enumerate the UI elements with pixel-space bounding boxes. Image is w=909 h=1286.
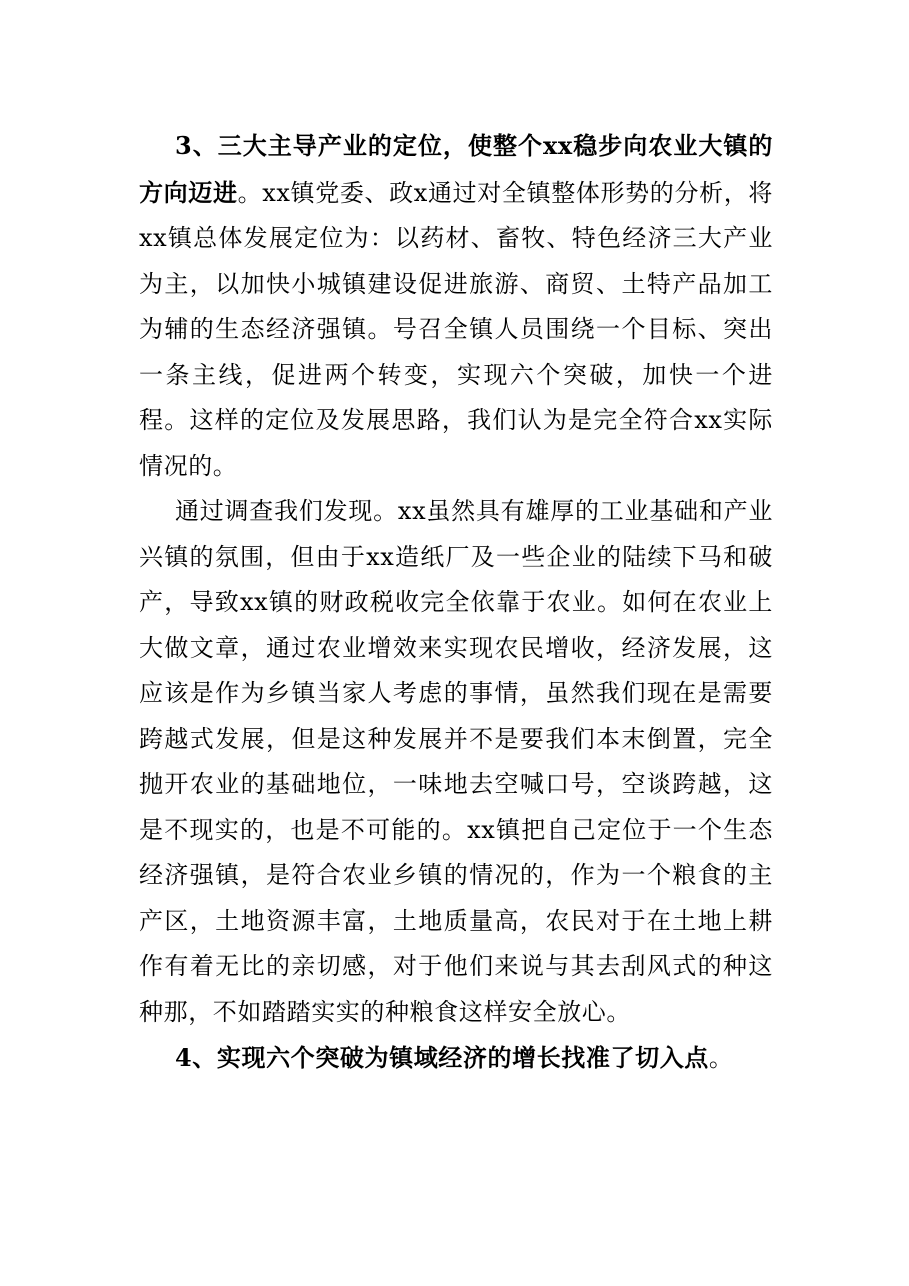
paragraph-3 — [139, 1035, 773, 1082]
paragraph-2-text: 通过调查我们发现。xx虽然具有雄厚的工业基础和产业兴镇的氛围，但由于xx造纸厂及一些企业的陆续下马和破产，导致xx镇的财政税收完全依靠于农业。如何在农业上大做文章，通过农业增效来实现农民增收，经济发展，这应该是作为乡镇当家人考虑的事情，虽然我们现在是需要跨越式发展，但是这种发展并不是要我们本末倒置，完全抛开农业的基础地位，一味地去空喊口号，空谈跨越，这是不现实的，也是不可能的。xx镇把自己定位于一个生态经济强镇，是符合农业乡镇的情况的，作为一个粮食的主产区，土地资源丰富，土地质量高，农民对于在土地上耕作有着无比的亲切感，对于他们来说与其去刮风式的种这种那，不如踏踏实实的种粮食这样安全放心。 — [139, 497, 773, 1026]
paragraph-1 — [139, 123, 773, 489]
section-heading-4: 4、实现六个突破为镇域经济的增长找准了切入点 — [175, 1043, 709, 1072]
section-heading-3: 3、三大主导产业的定位，使整个xx稳步向农业大镇的方向迈进 — [139, 131, 773, 207]
paragraph-1-text: 。xx镇党委、政x通过对全镇整体形势的分析，将xx镇总体发展定位为：以药材、畜牧、特色经济三大产业为主，以加快小城镇建设促进旅游、商贸、土特产品加工为辅的生态经济强镇。号召全镇人员围绕一个目标、突出一条主线，促进两个转变，实现六个突破，加快一个进程。这样的定位及发展思路，我们认为是完全符合xx实际情况的。 — [139, 178, 773, 480]
paragraph-2 — [139, 489, 773, 1035]
paragraph-3-text: 。 — [708, 1044, 734, 1072]
document-body — [139, 123, 773, 1082]
